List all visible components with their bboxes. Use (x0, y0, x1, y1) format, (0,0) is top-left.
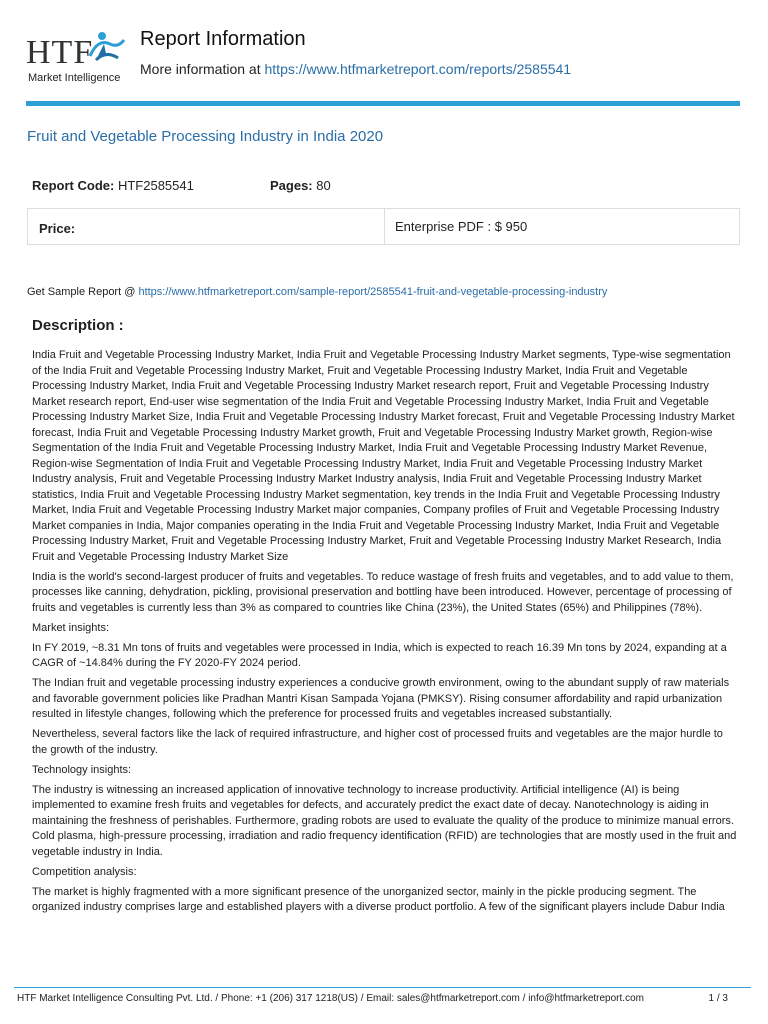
page-number: 1 / 3 (708, 993, 728, 1004)
section-label: Technology insights: (32, 763, 132, 776)
description-paragraph: Nevertheless, several factors like the lack of required infrastructure, and higher cost of processed fruits and vegetables are the major hurdle to the growth of the industry. (32, 728, 723, 756)
report-code-label: Report Code: (32, 178, 115, 193)
description-body (32, 348, 738, 920)
report-title: Fruit and Vegetable Processing Industry in India 2020 (27, 128, 384, 145)
logo-figure-icon (84, 26, 130, 70)
logo-mark: HTF (26, 34, 94, 71)
price-label: Price: (39, 221, 76, 236)
price-divider (384, 209, 385, 244)
more-info-label: More information at (140, 61, 261, 77)
description-paragraph: In FY 2019, ~8.31 Mn tons of fruits and vegetables were processed in India, which is expected to reach 16.39 Mn tons by 2024, expanding at a CAGR of ~14.84% during the FY 2020-FY 2024 period. (32, 641, 727, 669)
footer-divider (14, 987, 751, 988)
logo-subtitle: Market Intelligence (28, 72, 121, 84)
section-label: Market insights: (32, 621, 110, 634)
description-paragraph: The Indian fruit and vegetable processing industry experiences a conducive growth environment, owing to the abundant supply of raw materials and favorable government policies like Pradhan Mantri Kisan Sampada Yojana (PMKSY). Rising consumer affordability and rapid urbanization resulted in lifestyle changes, following which the preference for processed fruits and vegetables increased substantially. (32, 677, 730, 720)
sample-report-line (27, 286, 607, 298)
sample-report-link[interactable]: https://www.htfmarketreport.com/sample-report/2585541-fruit-and-vegetable-processing-industry (138, 286, 608, 298)
report-pages (270, 178, 331, 193)
report-code (32, 178, 194, 193)
company-logo (26, 26, 130, 88)
description-paragraph: India Fruit and Vegetable Processing Industry Market, India Fruit and Vegetable Processing Industry Market segments, Type-wise segmentation of the India Fruit and Vegetable Processing Industry Market, Fruit and Vegetable Processing Industry Market, India Fruit and Vegetable Processing Industry Market, India Fruit and Vegetable Processing Industry Market research report, Fruit and Vegetable Processing Industry Market research report, End-user wise segmentation of the India Fruit and Vegetable Processing Industry Market, India Fruit and Vegetable Processing Industry Market Size, India Fruit and Vegetable Processing Industry Market forecast, Fruit and Vegetable Processing Industry Market forecast, India Fruit and Vegetable Processing Industry Market growth, Fruit and Vegetable Processing Industry Market growth, Region-wise Segmentation of the India Fruit and Vegetable Processing Industry Market, India Fruit and Vegetable Processing Industry Market Revenue, Region-wise Segmentation of India Fruit and Vegetable Processing Industry Market, India Fruit and Vegetable Processing Industry Market Industry analysis, Fruit and Vegetable Processing Industry Market Industry analysis, India Fruit and Vegetable Processing Industry Market statistics, India Fruit and Vegetable Processing Industry Market segmentation, key trends in the India Fruit and Vegetable Processing Industry Market, India Fruit and Vegetable Processing Industry Market major companies, Company profiles of Fruit and Vegetable Processing Industry Market companies in India, Major companies operating in the India Fruit and Vegetable Processing Industry Market, India Fruit and Vegetable Processing Industry Market, Fruit and Vegetable Processing Industry Market, Fruit and Vegetable Processing Industry Market Research, India Fruit and Vegetable Processing Industry Market Size (32, 349, 735, 563)
pages-label: Pages: (270, 178, 313, 193)
price-table (27, 208, 740, 245)
section-label: Competition analysis: (32, 865, 137, 878)
page-title: Report Information (140, 28, 306, 50)
pages-value: 80 (316, 178, 331, 193)
report-link[interactable]: https://www.htfmarketreport.com/reports/2585541 (264, 61, 572, 77)
description-heading: Description : (32, 317, 124, 334)
description-paragraph: India is the world's second-largest producer of fruits and vegetables. To reduce wastage of fresh fruits and vegetables, and to add value to them, processes like canning, dehydration, pickling, provisional preservation and bottling have been introduced. However, percentage of processing of fruits and vegetables is currently less than 3% as compared to countries like China (23%), the United States (65%) and Philippines (78%). (32, 570, 734, 614)
sample-label: Get Sample Report @ (27, 286, 136, 298)
report-code-value: HTF2585541 (117, 178, 194, 193)
header-divider (26, 101, 740, 106)
more-info-line (140, 61, 571, 77)
description-paragraph: The industry is witnessing an increased application of innovative technology to increase productivity. Artificial intelligence (AI) is being implemented to examine fresh fruits and vegetables for defects, and accurately predict the exact date of decay. Nanotechnology is aiding in maintaining the freshness of perishables. Furthermore, grading robots are used to evaluate the quality of the produce to minimize manual errors. Cold plasma, high-pressure processing, irradiation and radio frequency identification (RFID) are technologies that are mostly used in the fruit and vegetable industry in India. (32, 783, 737, 858)
footer-contact: HTF Market Intelligence Consulting Pvt. Ltd. / Phone: +1 (206) 317 1218(US) / Email: sales@htfmarketreport.com / info@htfmarketreport.com (17, 993, 644, 1004)
description-paragraph: The market is highly fragmented with a more significant presence of the unorganized sector, mainly in the pickle producing segment. The organized industry comprises large and established players with a diverse product portfolio. A few of the significant players include Dabur India (32, 885, 725, 913)
price-value: Enterprise PDF : $ 950 (395, 219, 528, 234)
